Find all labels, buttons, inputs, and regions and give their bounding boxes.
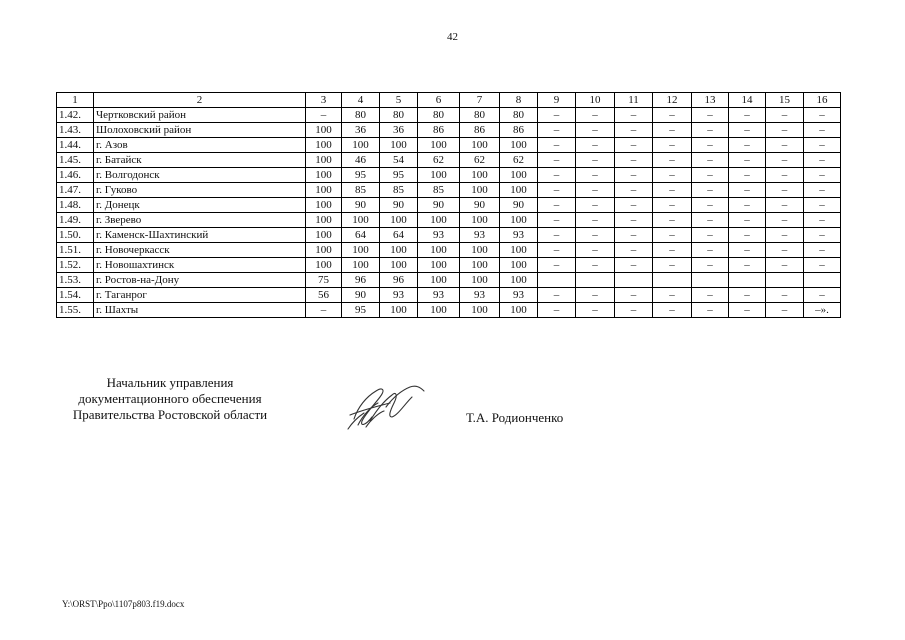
row-number-cell: 1.53. — [57, 273, 94, 288]
territory-name-cell: г. Батайск — [94, 153, 306, 168]
value-cell: 100 — [460, 243, 500, 258]
value-cell: – — [804, 108, 841, 123]
value-cell: – — [729, 258, 766, 273]
territory-name-cell: г. Новочеркасск — [94, 243, 306, 258]
territory-name-cell: г. Ростов-на-Дону — [94, 273, 306, 288]
row-number-cell: 1.52. — [57, 258, 94, 273]
value-cell: – — [576, 258, 615, 273]
row-number-cell: 1.45. — [57, 153, 94, 168]
table-row — [57, 228, 841, 243]
value-cell: – — [804, 288, 841, 303]
table-row — [57, 183, 841, 198]
row-number-cell: 1.44. — [57, 138, 94, 153]
value-cell: 36 — [380, 123, 418, 138]
value-cell: – — [538, 168, 576, 183]
value-cell: 56 — [306, 288, 342, 303]
value-cell: – — [538, 288, 576, 303]
value-cell: – — [538, 153, 576, 168]
value-cell: – — [306, 303, 342, 318]
value-cell: – — [766, 168, 804, 183]
value-cell: 90 — [342, 198, 380, 213]
value-cell: – — [804, 168, 841, 183]
table-row — [57, 123, 841, 138]
value-cell: 54 — [380, 153, 418, 168]
value-cell: 100 — [418, 303, 460, 318]
value-cell: 100 — [380, 258, 418, 273]
value-cell: – — [653, 168, 692, 183]
value-cell: – — [729, 198, 766, 213]
value-cell: – — [692, 213, 729, 228]
table-row — [57, 273, 841, 288]
value-cell: – — [538, 123, 576, 138]
value-cell: 96 — [342, 273, 380, 288]
row-number-cell: 1.47. — [57, 183, 94, 198]
value-cell: – — [804, 123, 841, 138]
value-cell: 64 — [380, 228, 418, 243]
value-cell: – — [653, 153, 692, 168]
value-cell: 100 — [500, 243, 538, 258]
value-cell: 100 — [342, 258, 380, 273]
value-cell: – — [538, 138, 576, 153]
signatory-title-line: Правительства Ростовской области — [72, 407, 268, 422]
value-cell: – — [692, 303, 729, 318]
value-cell: – — [766, 123, 804, 138]
territory-name-cell: г. Волгодонск — [94, 168, 306, 183]
row-number-cell: 1.55. — [57, 303, 94, 318]
value-cell — [692, 273, 729, 288]
value-cell: 90 — [460, 198, 500, 213]
value-cell: 80 — [380, 108, 418, 123]
value-cell: – — [692, 258, 729, 273]
page-number: 42 — [447, 31, 458, 43]
value-cell: – — [804, 153, 841, 168]
value-cell: – — [692, 168, 729, 183]
table-header-cell: 16 — [804, 93, 841, 108]
value-cell: – — [653, 198, 692, 213]
row-number-cell: 1.51. — [57, 243, 94, 258]
value-cell: – — [729, 243, 766, 258]
value-cell: 95 — [380, 168, 418, 183]
table-header-cell: 3 — [306, 93, 342, 108]
value-cell: 100 — [418, 258, 460, 273]
value-cell: 100 — [460, 303, 500, 318]
value-cell: 100 — [342, 213, 380, 228]
table-header-row — [57, 93, 841, 108]
value-cell: – — [615, 228, 653, 243]
value-cell: 90 — [380, 198, 418, 213]
table-header-cell: 12 — [653, 93, 692, 108]
value-cell: – — [538, 258, 576, 273]
value-cell: – — [615, 168, 653, 183]
value-cell — [766, 273, 804, 288]
value-cell: – — [692, 288, 729, 303]
value-cell: 93 — [500, 228, 538, 243]
value-cell: – — [653, 228, 692, 243]
signatory-title-line: Начальник управления — [106, 375, 234, 390]
value-cell: 100 — [418, 168, 460, 183]
value-cell: – — [804, 213, 841, 228]
table-header-cell: 5 — [380, 93, 418, 108]
value-cell: – — [729, 288, 766, 303]
value-cell — [576, 273, 615, 288]
value-cell: – — [538, 198, 576, 213]
value-cell: – — [692, 108, 729, 123]
handwritten-signature — [340, 377, 430, 435]
value-cell: 62 — [500, 153, 538, 168]
value-cell: – — [766, 303, 804, 318]
value-cell: – — [729, 123, 766, 138]
value-cell: 75 — [306, 273, 342, 288]
value-cell: 80 — [500, 108, 538, 123]
territory-name-cell: г. Донецк — [94, 198, 306, 213]
value-cell: – — [576, 303, 615, 318]
value-cell: – — [692, 123, 729, 138]
value-cell: 100 — [306, 243, 342, 258]
value-cell: – — [766, 213, 804, 228]
table-header-cell: 15 — [766, 93, 804, 108]
value-cell: – — [576, 138, 615, 153]
value-cell: 100 — [418, 213, 460, 228]
value-cell: 80 — [342, 108, 380, 123]
value-cell: – — [766, 108, 804, 123]
value-cell — [538, 273, 576, 288]
territory-name-cell: г. Зверево — [94, 213, 306, 228]
value-cell: 93 — [460, 288, 500, 303]
table-row — [57, 168, 841, 183]
table-header-cell: 2 — [94, 93, 306, 108]
value-cell: 100 — [460, 138, 500, 153]
value-cell: – — [615, 258, 653, 273]
value-cell: – — [306, 108, 342, 123]
value-cell: – — [538, 228, 576, 243]
value-cell: 85 — [380, 183, 418, 198]
value-cell: – — [615, 198, 653, 213]
value-cell: 93 — [460, 228, 500, 243]
value-cell — [729, 273, 766, 288]
value-cell: 93 — [380, 288, 418, 303]
territory-name-cell: г. Таганрог — [94, 288, 306, 303]
signatory-title-line: документационного обеспечения — [78, 391, 262, 406]
value-cell: – — [615, 183, 653, 198]
value-cell: – — [692, 228, 729, 243]
row-number-cell: 1.42. — [57, 108, 94, 123]
value-cell: – — [729, 228, 766, 243]
table-header-cell: 11 — [615, 93, 653, 108]
value-cell: 95 — [342, 303, 380, 318]
value-cell: – — [766, 183, 804, 198]
signer-name: Т.А. Родионченко — [466, 410, 564, 425]
value-cell: 90 — [342, 288, 380, 303]
territory-name-cell: г. Новошахтинск — [94, 258, 306, 273]
territory-name-cell: г. Гуково — [94, 183, 306, 198]
value-cell: – — [615, 243, 653, 258]
value-cell: 100 — [306, 198, 342, 213]
value-cell: 100 — [306, 183, 342, 198]
value-cell: – — [653, 258, 692, 273]
value-cell: 100 — [306, 138, 342, 153]
value-cell: 100 — [306, 168, 342, 183]
value-cell: – — [766, 228, 804, 243]
value-cell: 100 — [418, 138, 460, 153]
table-row — [57, 243, 841, 258]
value-cell: – — [576, 108, 615, 123]
value-cell: – — [576, 183, 615, 198]
row-number-cell: 1.43. — [57, 123, 94, 138]
value-cell: – — [653, 243, 692, 258]
value-cell — [615, 273, 653, 288]
value-cell: 93 — [500, 288, 538, 303]
value-cell: 100 — [460, 168, 500, 183]
table-row — [57, 108, 841, 123]
value-cell: – — [766, 138, 804, 153]
value-cell: 100 — [500, 273, 538, 288]
value-cell: 93 — [418, 228, 460, 243]
value-cell: 80 — [460, 108, 500, 123]
table-row — [57, 213, 841, 228]
value-cell: 36 — [342, 123, 380, 138]
value-cell: 46 — [342, 153, 380, 168]
row-number-cell: 1.49. — [57, 213, 94, 228]
value-cell — [804, 273, 841, 288]
value-cell: – — [576, 153, 615, 168]
value-cell: 90 — [418, 198, 460, 213]
value-cell: – — [804, 138, 841, 153]
value-cell: – — [576, 123, 615, 138]
value-cell: – — [615, 153, 653, 168]
value-cell: 100 — [306, 153, 342, 168]
value-cell: – — [653, 183, 692, 198]
value-cell: – — [576, 198, 615, 213]
table-header-cell: 1 — [57, 93, 94, 108]
signatory-title — [52, 375, 288, 423]
file-path: Y:\ORST\Ppo\1107p803.f19.docx — [62, 599, 185, 609]
value-cell: 86 — [460, 123, 500, 138]
value-cell: 100 — [342, 243, 380, 258]
value-cell: – — [538, 213, 576, 228]
value-cell: – — [538, 243, 576, 258]
value-cell: – — [804, 228, 841, 243]
value-cell: 85 — [418, 183, 460, 198]
value-cell: – — [729, 303, 766, 318]
value-cell: – — [653, 288, 692, 303]
value-cell: – — [692, 198, 729, 213]
row-number-cell: 1.54. — [57, 288, 94, 303]
value-cell: – — [729, 108, 766, 123]
value-cell: 100 — [460, 258, 500, 273]
table-header-cell: 4 — [342, 93, 380, 108]
table-row — [57, 138, 841, 153]
value-cell: – — [615, 288, 653, 303]
value-cell: – — [729, 138, 766, 153]
value-cell: – — [766, 288, 804, 303]
value-cell: 85 — [342, 183, 380, 198]
territory-name-cell: Шолоховский район — [94, 123, 306, 138]
row-number-cell: 1.48. — [57, 198, 94, 213]
value-cell: 100 — [418, 273, 460, 288]
value-cell: 100 — [306, 228, 342, 243]
value-cell: – — [766, 198, 804, 213]
value-cell: – — [615, 123, 653, 138]
value-cell: 100 — [460, 273, 500, 288]
value-cell: – — [653, 213, 692, 228]
value-cell: – — [653, 108, 692, 123]
value-cell: – — [729, 213, 766, 228]
value-cell: 100 — [306, 258, 342, 273]
value-cell: – — [576, 228, 615, 243]
value-cell: – — [729, 183, 766, 198]
value-cell: 100 — [380, 303, 418, 318]
value-cell: 100 — [460, 213, 500, 228]
row-number-cell: 1.50. — [57, 228, 94, 243]
value-cell: – — [804, 198, 841, 213]
table-header-cell: 14 — [729, 93, 766, 108]
value-cell: – — [615, 213, 653, 228]
value-cell: – — [538, 303, 576, 318]
value-cell: 93 — [418, 288, 460, 303]
value-cell: – — [729, 153, 766, 168]
value-cell: 62 — [460, 153, 500, 168]
value-cell: 100 — [342, 138, 380, 153]
value-cell: 62 — [418, 153, 460, 168]
value-cell: 100 — [500, 168, 538, 183]
table-row — [57, 303, 841, 318]
value-cell: 96 — [380, 273, 418, 288]
value-cell: 100 — [460, 183, 500, 198]
value-cell: 86 — [500, 123, 538, 138]
table-row — [57, 198, 841, 213]
table-row — [57, 288, 841, 303]
value-cell: 100 — [500, 258, 538, 273]
value-cell: – — [653, 303, 692, 318]
value-cell: 100 — [306, 213, 342, 228]
value-cell: – — [538, 183, 576, 198]
value-cell: 100 — [380, 213, 418, 228]
value-cell: – — [615, 108, 653, 123]
value-cell: – — [804, 183, 841, 198]
value-cell: – — [692, 183, 729, 198]
value-cell: – — [692, 153, 729, 168]
value-cell: – — [692, 243, 729, 258]
value-cell: – — [576, 288, 615, 303]
value-cell: 80 — [418, 108, 460, 123]
territory-name-cell: г. Азов — [94, 138, 306, 153]
table-row — [57, 153, 841, 168]
value-cell — [653, 273, 692, 288]
table-header-cell: 9 — [538, 93, 576, 108]
table-header-cell: 7 — [460, 93, 500, 108]
value-cell: – — [615, 303, 653, 318]
value-cell: – — [576, 243, 615, 258]
value-cell: 100 — [500, 303, 538, 318]
value-cell: – — [653, 123, 692, 138]
value-cell: 90 — [500, 198, 538, 213]
data-table — [56, 92, 841, 318]
value-cell: – — [615, 138, 653, 153]
table-header-cell: 6 — [418, 93, 460, 108]
table-header-cell: 10 — [576, 93, 615, 108]
value-cell: 100 — [380, 243, 418, 258]
territory-name-cell: г. Каменск-Шахтинский — [94, 228, 306, 243]
value-cell: – — [576, 213, 615, 228]
territory-name-cell: г. Шахты — [94, 303, 306, 318]
value-cell: – — [804, 258, 841, 273]
value-cell: – — [692, 138, 729, 153]
value-cell: – — [729, 168, 766, 183]
value-cell: 100 — [418, 243, 460, 258]
value-cell: – — [576, 168, 615, 183]
value-cell: – — [804, 243, 841, 258]
value-cell: 86 — [418, 123, 460, 138]
value-cell: 100 — [500, 213, 538, 228]
table-row — [57, 258, 841, 273]
value-cell: –». — [804, 303, 841, 318]
value-cell: – — [766, 258, 804, 273]
value-cell: 100 — [500, 138, 538, 153]
value-cell: 64 — [342, 228, 380, 243]
value-cell: 100 — [500, 183, 538, 198]
value-cell: 100 — [380, 138, 418, 153]
value-cell: – — [538, 108, 576, 123]
value-cell: – — [766, 243, 804, 258]
value-cell: – — [653, 138, 692, 153]
table-header-cell: 8 — [500, 93, 538, 108]
territory-name-cell: Чертковский район — [94, 108, 306, 123]
value-cell: 95 — [342, 168, 380, 183]
value-cell: – — [766, 153, 804, 168]
row-number-cell: 1.46. — [57, 168, 94, 183]
table-header-cell: 13 — [692, 93, 729, 108]
value-cell: 100 — [306, 123, 342, 138]
